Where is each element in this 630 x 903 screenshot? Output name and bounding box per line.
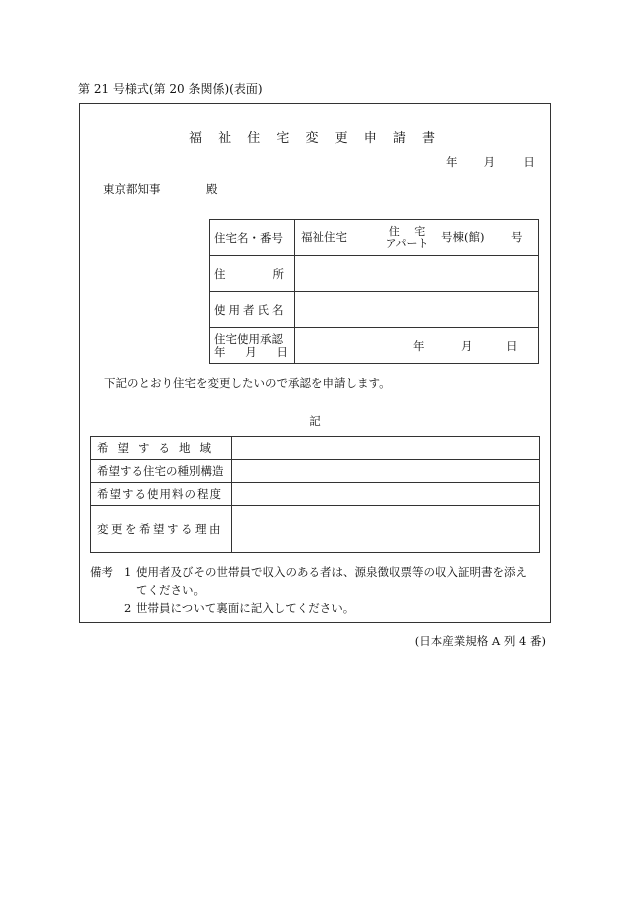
- request-label-text: 希望する地域: [97, 441, 220, 455]
- request-label-text: 希望する住宅の種別構造: [97, 464, 224, 478]
- request-row: [91, 460, 540, 483]
- request-label-text: 変更を希望する理由: [97, 522, 223, 536]
- remark-number: 2: [124, 601, 132, 615]
- approval-date-label: [210, 328, 295, 364]
- approval-month: 月: [461, 338, 473, 353]
- honorific: 殿: [206, 182, 218, 196]
- request-label: [91, 460, 232, 483]
- form-title: 福 祉 住 宅 変 更 申 請 書: [188, 131, 442, 146]
- date-year-label: 年: [446, 155, 458, 169]
- approval-label-month: 月: [245, 344, 257, 359]
- approval-year: 年: [413, 338, 425, 353]
- housing-name-field[interactable]: [295, 220, 539, 256]
- user-name-label: [210, 292, 295, 328]
- approval-date-row: [210, 328, 539, 364]
- request-label: [91, 437, 232, 460]
- approval-label-top: 住宅使用承認: [214, 331, 283, 346]
- user-name-row: [210, 292, 539, 328]
- request-label: [91, 483, 232, 506]
- housing-type-apart: アパート: [385, 236, 429, 250]
- request-row: [91, 506, 540, 553]
- address-label-b: 所: [272, 266, 284, 281]
- remark-text: 世帯員について裏面に記入してください。: [136, 601, 355, 615]
- ki-heading: 記: [309, 414, 321, 428]
- request-table: [90, 436, 540, 553]
- form-number: 第 21 号様式(第 20 条関係)(表面): [78, 82, 263, 96]
- intro-text: 下記のとおり住宅を変更したいので承認を申請します。: [104, 376, 391, 390]
- approval-label-day: 日: [276, 344, 288, 359]
- addressee: 東京都知事: [103, 182, 161, 196]
- desired-rent-field[interactable]: [232, 483, 540, 506]
- approval-date-field[interactable]: [295, 328, 539, 364]
- address-field[interactable]: [295, 256, 539, 292]
- address-label-a: 住: [214, 266, 226, 281]
- change-reason-field[interactable]: [232, 506, 540, 553]
- approval-label-year: 年: [214, 344, 226, 359]
- remark-text: 使用者及びその世帯員で収入のある者は、源泉徴収票等の収入証明書を添え: [136, 565, 527, 579]
- housing-type-jutaku: 住 宅: [388, 224, 426, 238]
- application-date[interactable]: [446, 154, 535, 170]
- housing-type-choice[interactable]: [379, 226, 435, 250]
- number-label: 号: [511, 229, 523, 244]
- housing-info-table: [209, 219, 539, 364]
- housing-row: [210, 220, 539, 256]
- housing-prefix: 福祉住宅: [301, 229, 347, 244]
- jis-note: (日本産業規格 A 列 4 番): [414, 634, 546, 648]
- request-row: [91, 437, 540, 460]
- remarks: [90, 563, 527, 617]
- housing-name-label: 住宅名・番号: [210, 220, 295, 256]
- address-label: [210, 256, 295, 292]
- desired-structure-field[interactable]: [232, 460, 540, 483]
- date-month-label: 月: [483, 155, 496, 169]
- user-name-field[interactable]: [295, 292, 539, 328]
- remark-number: 1: [124, 565, 132, 579]
- request-row: [91, 483, 540, 506]
- desired-area-field[interactable]: [232, 437, 540, 460]
- user-name-label-text: 使用者氏名: [214, 302, 287, 317]
- approval-day: 日: [506, 338, 518, 353]
- request-label: [91, 506, 232, 553]
- request-label-text: 希望する使用料の程度: [97, 487, 222, 501]
- remarks-heading: 備考: [90, 565, 113, 579]
- building-label: 号棟(館): [441, 229, 485, 244]
- remark-text-cont: てください。: [136, 583, 205, 597]
- date-day-label: 日: [523, 155, 535, 169]
- address-row: [210, 256, 539, 292]
